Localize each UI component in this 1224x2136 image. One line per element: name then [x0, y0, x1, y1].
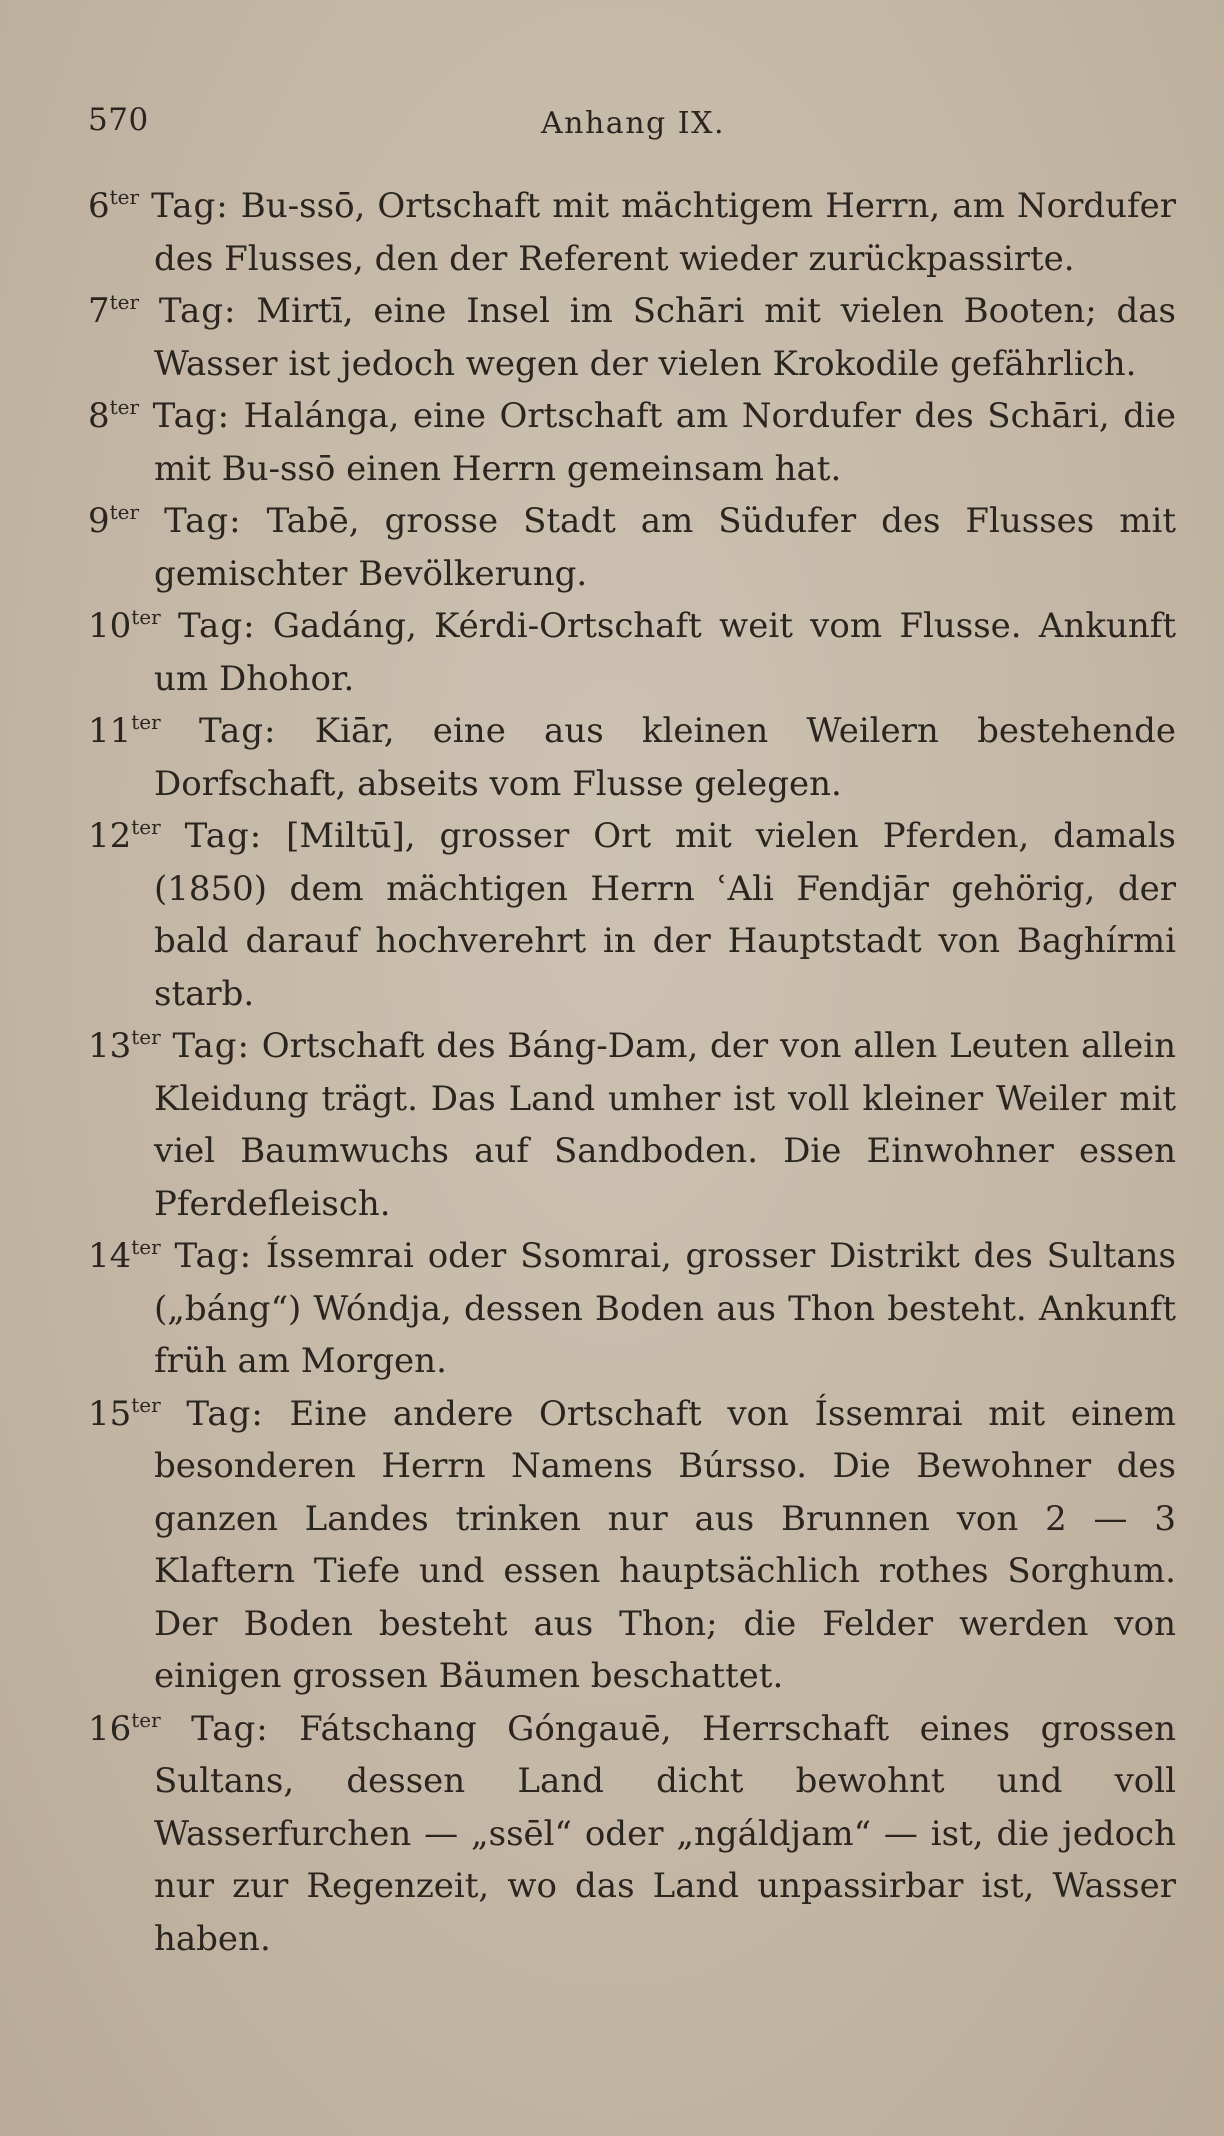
day-ordinal: $8^{ter}$ — [88, 395, 140, 436]
running-head — [88, 102, 1178, 146]
entry-day-9 — [88, 495, 1176, 600]
day-label: Tag: — [198, 711, 277, 751]
entry-day-10 — [88, 600, 1176, 705]
day-label: Tag: — [184, 816, 263, 856]
entry-day-12 — [88, 810, 1176, 1020]
entry-day-15 — [88, 1388, 1176, 1703]
day-label: Tag: — [151, 186, 229, 226]
entry-day-7 — [88, 285, 1176, 390]
day-ordinal: $13^{ter}$ — [88, 1025, 161, 1066]
entry-text: [Miltū], grosser Ort mit vielen Pferden, damals (1850) dem mächtigen Herrn ʿAli Fendjār gehörig, der bald darauf hochverehrt in der Hauptstadt von Baghírmi starb. — [154, 816, 1176, 1014]
entry-text: Bu-ssō, Ortschaft mit mächtigem Herrn, am Nordufer des Flusses, den der Referent wieder zurückpassirte. — [154, 186, 1177, 279]
page-number: 570 — [88, 102, 149, 138]
day-label: Tag: — [172, 1026, 250, 1066]
day-label: Tag: — [164, 501, 242, 541]
day-label: Tag: — [186, 1393, 264, 1434]
entry-text: Fátschang Góngauē, Herrschaft eines grossen Sultans, dessen Land dicht bewohnt und voll Wasserfurchen — „ssēl“ oder „ngáldjam“ — ist, die jedoch nur zur Regenzeit, wo das Land unpassirbar ist, Wasser haben. — [154, 1708, 1176, 1959]
entry-text: Gadáng, Kérdi-Ortschaft weit vom Flusse. Ankunft um Dhohor. — [154, 606, 1176, 699]
entry-day-16 — [88, 1703, 1176, 1966]
day-ordinal: $9^{ter}$ — [88, 500, 140, 541]
running-title: Anhang IX. — [541, 106, 725, 141]
itinerary-list — [88, 180, 1176, 1965]
entry-day-14 — [88, 1230, 1176, 1388]
entry-day-11 — [88, 705, 1176, 810]
entry-text: Tabē, grosse Stadt am Südufer des Flusses mit gemischter Bevölkerung. — [154, 501, 1176, 594]
entry-day-13 — [88, 1020, 1176, 1230]
day-label: Tag: — [178, 606, 256, 646]
day-ordinal: $14^{ter}$ — [88, 1235, 161, 1276]
day-label: Tag: — [152, 396, 231, 436]
day-label: Tag: — [191, 1708, 269, 1749]
day-ordinal: $11^{ter}$ — [88, 710, 161, 751]
day-ordinal: $10^{ter}$ — [88, 605, 161, 646]
day-label: Tag: — [174, 1236, 253, 1276]
day-ordinal: $6^{ter}$ — [88, 185, 140, 226]
entry-text: Halánga, eine Ortschaft am Nordufer des Schāri, die mit Bu-ssō einen Herrn gemeinsam hat. — [154, 396, 1176, 489]
day-ordinal: $16^{ter}$ — [88, 1707, 161, 1749]
day-ordinal: $15^{ter}$ — [88, 1392, 161, 1434]
entry-text: Ortschaft des Báng-Dam, der von allen Leuten allein Kleidung trägt. Das Land umher ist voll kleiner Weiler mit viel Baumwuchs auf Sandboden. Die Einwohner essen Pferdefleisch. — [154, 1026, 1177, 1224]
day-ordinal: $12^{ter}$ — [88, 815, 161, 856]
entry-text: Kiār, eine aus kleinen Weilern bestehende Dorfschaft, abseits vom Flusse gelegen. — [154, 711, 1176, 804]
entry-text: Mirtī, eine Insel im Schāri mit vielen Booten; das Wasser ist jedoch wegen der vielen Krokodile gefährlich. — [154, 291, 1177, 384]
day-ordinal: $7^{ter}$ — [88, 290, 140, 331]
entry-text: Íssemrai oder Ssomrai, grosser Distrikt des Sultans („báng“) Wóndja, dessen Boden aus Thon besteht. Ankunft früh am Morgen. — [154, 1236, 1176, 1381]
day-label: Tag: — [158, 291, 237, 331]
entry-day-6 — [88, 180, 1176, 285]
entry-day-8 — [88, 390, 1176, 495]
entry-text: Eine andere Ortschaft von Íssemrai mit einem besonderen Herrn Namens Búrsso. Die Bewohner des ganzen Landes trinken nur aus Brunnen von 2 — 3 Klaftern Tiefe und essen hauptsächlich rothes Sorghum. Der Boden besteht aus Thon; die Felder werden von einigen grossen Bäumen beschattet. — [154, 1393, 1176, 1696]
